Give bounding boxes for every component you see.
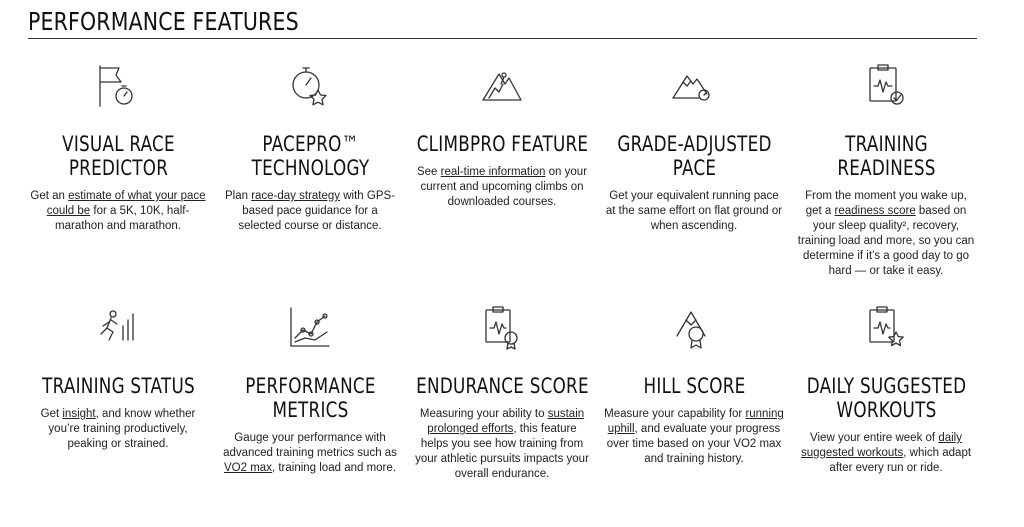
feature-title-line: PREDICTOR <box>68 156 169 180</box>
feature-description: Get an estimate of what your pace could be for a 5K, 10K, half-marathon and marathon. <box>30 190 206 232</box>
mountain-badge-icon <box>669 304 719 352</box>
line-chart-icon <box>285 304 335 352</box>
feature-pacepro <box>220 62 400 234</box>
runner-bars-icon <box>93 304 143 352</box>
clipboard-check-icon <box>861 62 911 110</box>
feature-link[interactable]: estimate of what your pace could be <box>46 190 206 217</box>
feature-title-line: PACEPRO™ <box>262 132 359 156</box>
feature-description: Gauge your performance with advanced training metrics such as VO2 max, training load and more. <box>223 432 397 474</box>
feature-title-line: HILL SCORE <box>643 374 746 398</box>
feature-description: Get your equivalent running pace at the same effort on flat ground or when ascending. <box>605 190 783 232</box>
feature-title-line: VISUAL RACE <box>62 132 175 156</box>
feature-title-line: DAILY SUGGESTED <box>806 374 967 398</box>
feature-title-line: PERFORMANCE <box>245 374 376 398</box>
feature-performance-metrics <box>220 304 400 476</box>
feature-link[interactable]: running uphill <box>607 408 784 435</box>
feature-title-line: TRAINING READINESS <box>837 132 936 180</box>
feature-daily-suggested-workouts <box>796 304 976 476</box>
feature-description: Plan race-day strategy with GPS-based pace guidance for a selected course or distance. <box>224 190 396 232</box>
title-divider <box>28 38 977 39</box>
feature-title-line: METRICS <box>272 398 349 422</box>
feature-link[interactable]: sustain prolonged efforts <box>427 408 585 435</box>
flag-stopwatch-icon <box>93 62 143 110</box>
feature-link[interactable]: daily suggested workouts <box>800 432 962 459</box>
feature-title-line: TECHNOLOGY <box>251 156 370 180</box>
feature-description: Measuring your ability to sustain prolonged efforts, this feature helps you see how training from your athletic pursuits impacts your overall endurance. <box>415 408 589 480</box>
feature-title-line: WORKOUTS <box>836 398 937 422</box>
feature-link[interactable]: race-day strategy <box>251 190 341 202</box>
feature-hill-score <box>604 304 784 467</box>
feature-link[interactable]: real-time information <box>440 166 546 178</box>
feature-description: From the moment you wake up, get a readiness score based on your sleep quality², recovery, training load and more, so you can determine if it’s a good day to go hard — or take it easy. <box>797 190 975 277</box>
feature-description: Measure your capability for running uphill, and evaluate your progress over time based on your VO2 max and training history. <box>604 408 784 465</box>
feature-title-line: ENDURANCE SCORE <box>416 374 589 398</box>
mountain-stopwatch-icon <box>669 62 719 110</box>
feature-climbpro <box>412 62 592 210</box>
stopwatch-star-icon <box>285 62 335 110</box>
feature-title-line: TRAINING STATUS <box>42 374 195 398</box>
feature-description: Get insight, and know whether you’re training productively, peaking or strained. <box>40 408 196 450</box>
feature-title-line: GRADE-ADJUSTED PACE <box>617 132 772 180</box>
feature-description: See real-time information on your current and upcoming climbs on downloaded courses. <box>416 166 588 208</box>
feature-visual-race-predictor <box>28 62 208 234</box>
feature-link[interactable]: readiness score <box>834 205 916 217</box>
page-title: PERFORMANCE FEATURES <box>28 7 299 36</box>
clipboard-badge-icon <box>477 304 527 352</box>
feature-endurance-score <box>412 304 592 482</box>
feature-description: View your entire week of daily suggested workouts, which adapt after every run or ride. <box>800 432 972 474</box>
feature-training-status <box>28 304 208 452</box>
feature-title-line: CLIMBPRO FEATURE <box>416 132 589 156</box>
feature-grade-adjusted-pace <box>604 62 784 234</box>
feature-link[interactable]: insight <box>62 408 96 420</box>
mountain-climber-icon <box>477 62 527 110</box>
feature-link[interactable]: VO2 max <box>224 462 272 474</box>
feature-training-readiness <box>796 62 976 279</box>
clipboard-star-icon <box>861 304 911 352</box>
